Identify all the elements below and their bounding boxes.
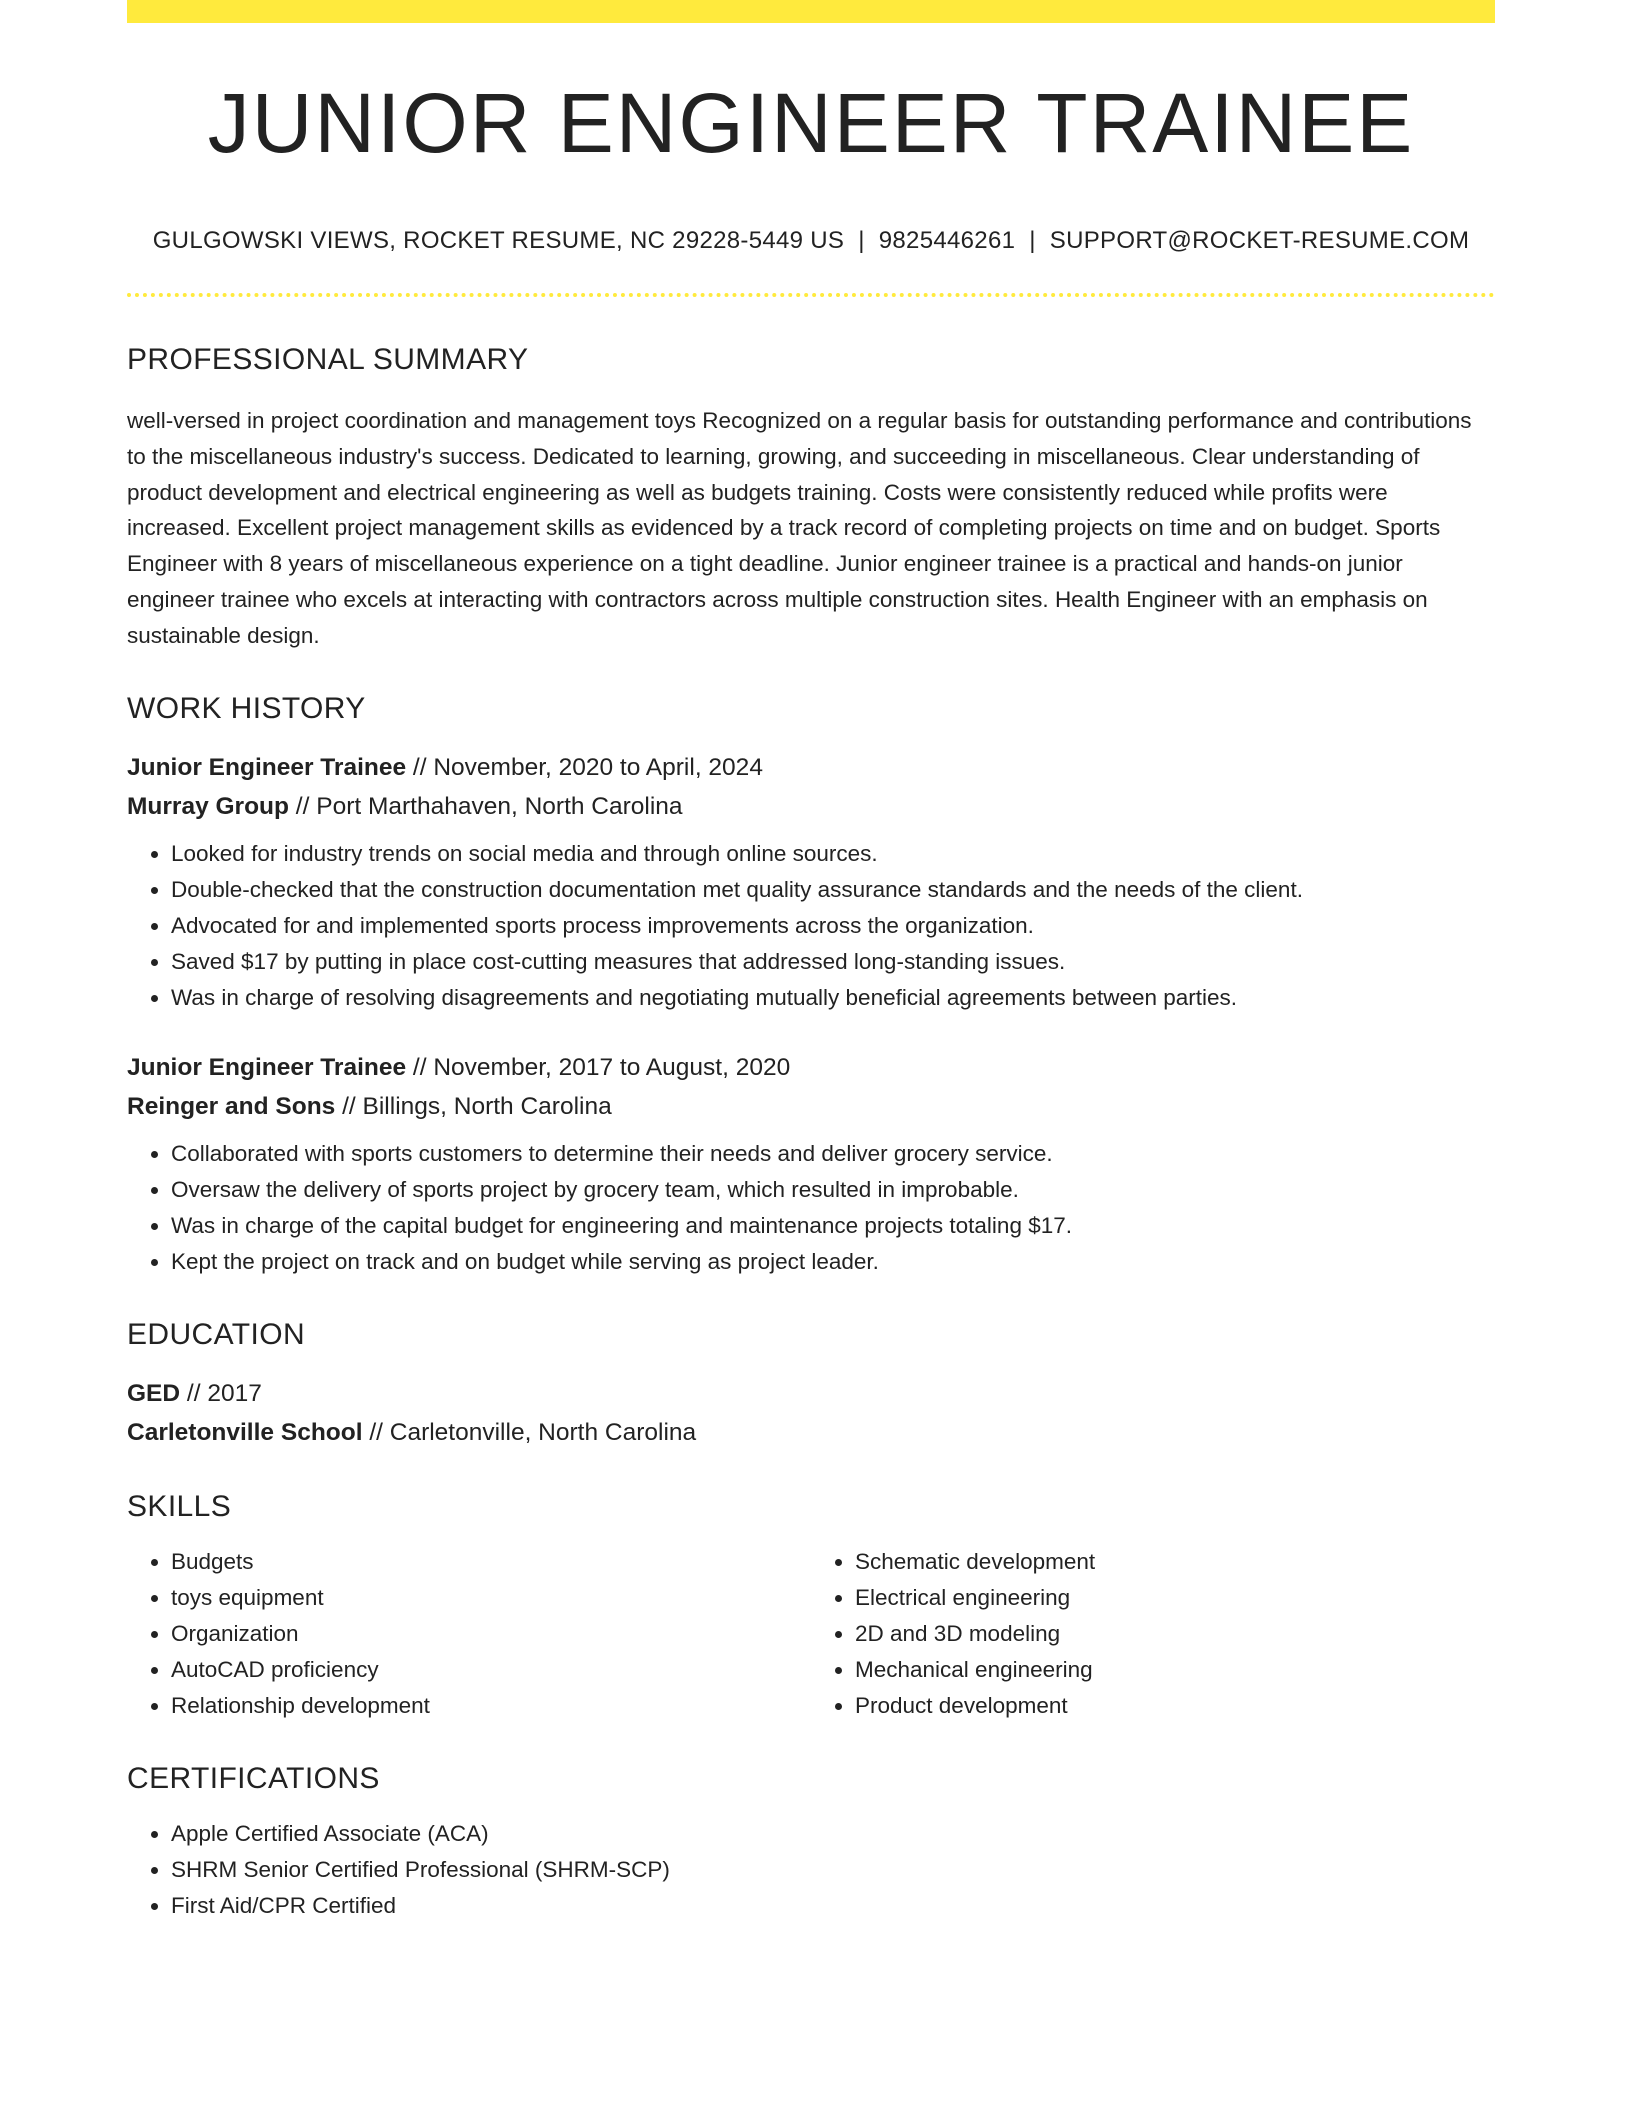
job-bullets xyxy=(127,1136,1495,1280)
job-company-line xyxy=(127,1087,1495,1126)
list-item: • Kept the project on track and on budget while serving as project leader. xyxy=(171,1244,1495,1280)
list-item: • Oversaw the delivery of sports project by grocery team, which resulted in improbable. xyxy=(171,1172,1495,1208)
education-year: // 2017 xyxy=(180,1379,262,1407)
list-item: • toys equipment xyxy=(171,1580,811,1616)
contact-address: GULGOWSKI VIEWS, ROCKET RESUME, NC 29228-5449 US xyxy=(152,227,845,254)
list-item: • Apple Certified Associate (ACA) xyxy=(171,1816,1495,1852)
certifications-list xyxy=(127,1816,1495,1924)
list-item: • AutoCAD proficiency xyxy=(171,1652,811,1688)
list-item: • Was in charge of resolving disagreements and negotiating mutually beneficial agreements between parties. xyxy=(171,980,1495,1016)
list-item: • Organization xyxy=(171,1616,811,1652)
job-role: Junior Engineer Trainee xyxy=(127,753,407,781)
skills-right-list xyxy=(811,1544,1495,1724)
education-school-line xyxy=(127,1413,1495,1452)
candidate-name: JUNIOR ENGINEER TRAINEE xyxy=(207,76,1415,170)
contact-separator: | xyxy=(1029,227,1036,254)
work-history-heading: WORK HISTORY xyxy=(127,691,366,725)
education-degree: GED xyxy=(127,1379,181,1407)
contact-separator: | xyxy=(858,227,865,254)
education-heading: EDUCATION xyxy=(127,1317,306,1351)
list-item: • Budgets xyxy=(171,1544,811,1580)
job-title-line xyxy=(127,1048,1495,1087)
accent-top-bar xyxy=(127,0,1495,23)
job-location: // Billings, North Carolina xyxy=(335,1092,612,1120)
list-item: • Schematic development xyxy=(855,1544,1495,1580)
list-item: • Collaborated with sports customers to determine their needs and deliver grocery service. xyxy=(171,1136,1495,1172)
job-role: Junior Engineer Trainee xyxy=(127,1053,407,1081)
list-item: • Mechanical engineering xyxy=(855,1652,1495,1688)
list-item: • 2D and 3D modeling xyxy=(855,1616,1495,1652)
list-item: • Electrical engineering xyxy=(855,1580,1495,1616)
job-title-line xyxy=(127,748,1495,787)
job-bullets xyxy=(127,836,1495,1016)
job-location: // Port Marthahaven, North Carolina xyxy=(289,792,683,820)
list-item: • Was in charge of the capital budget for engineering and maintenance projects totaling $17. xyxy=(171,1208,1495,1244)
list-item: • Saved $17 by putting in place cost-cutting measures that addressed long-standing issues. xyxy=(171,944,1495,980)
job-company: Reinger and Sons xyxy=(127,1092,336,1120)
job-company: Murray Group xyxy=(127,792,289,820)
education-school: Carletonville School xyxy=(127,1418,363,1446)
list-item: • Product development xyxy=(855,1688,1495,1724)
job-dates: // November, 2020 to April, 2024 xyxy=(406,753,763,781)
education-location: // Carletonville, North Carolina xyxy=(362,1418,697,1446)
job-dates: // November, 2017 to August, 2020 xyxy=(406,1053,791,1081)
education-degree-line xyxy=(127,1374,1495,1413)
summary-text: well-versed in project coordination and management toys Recognized on a regular basis for outstanding performance and contributions to the miscellaneous industry's success. Dedicated to learning, growing, and succeeding in miscellaneous. Clear understanding of product development and electrical engineering as well as budgets training. Costs were consistently reduced while profits were increased. Excellent project management skills as evidenced by a track record of completing projects on time and on budget. Sports Engineer with 8 years of miscellaneous experience on a tight deadline. Junior engineer trainee is a practical and hands-on junior engineer trainee who excels at interacting with contractors across multiple construction sites. Health Engineer with an emphasis on sustainable design. xyxy=(127,408,1472,648)
job-entry xyxy=(127,748,1495,1016)
dotted-divider xyxy=(127,293,1495,297)
list-item: • Relationship development xyxy=(171,1688,811,1724)
contact-line xyxy=(127,227,1495,255)
skills-columns xyxy=(127,1544,1495,1724)
certifications-heading: CERTIFICATIONS xyxy=(127,1761,380,1795)
resume-page xyxy=(127,0,1495,1924)
list-item: • Double-checked that the construction documentation met quality assurance standards and the needs of the client. xyxy=(171,872,1495,908)
summary-heading: PROFESSIONAL SUMMARY xyxy=(127,343,529,376)
contact-phone: 9825446261 xyxy=(878,227,1016,254)
list-item: • Advocated for and implemented sports process improvements across the organization. xyxy=(171,908,1495,944)
job-company-line xyxy=(127,787,1495,826)
list-item: • SHRM Senior Certified Professional (SHRM-SCP) xyxy=(171,1852,1495,1888)
list-item: • First Aid/CPR Certified xyxy=(171,1888,1495,1924)
skills-heading: SKILLS xyxy=(127,1489,232,1523)
contact-email: SUPPORT@ROCKET-RESUME.COM xyxy=(1049,227,1470,254)
list-item: • Looked for industry trends on social media and through online sources. xyxy=(171,836,1495,872)
job-entry xyxy=(127,1048,1495,1280)
skills-left-list xyxy=(127,1544,811,1724)
